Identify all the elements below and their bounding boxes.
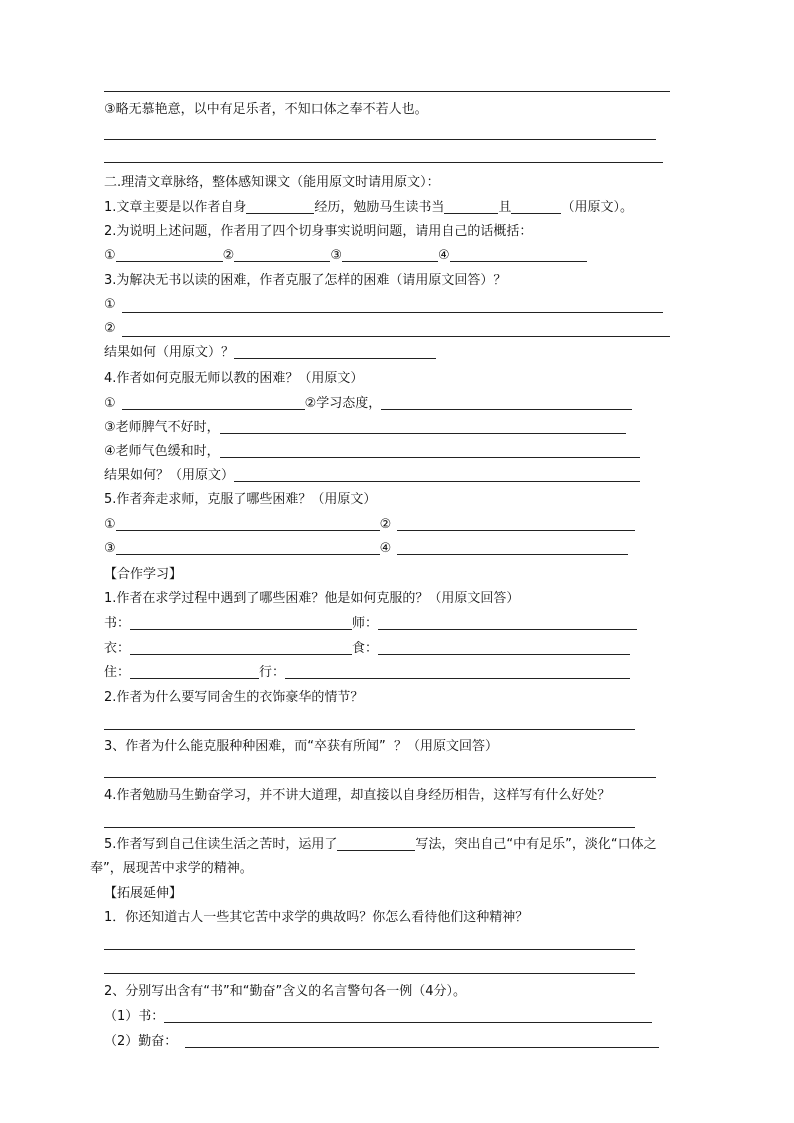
s2-q2-text: 2.为说明上述问题，作者用了四个切身事实说明问题，请用自己的话概括：	[104, 224, 533, 239]
coop-q5	[104, 836, 657, 854]
answer-blank[interactable]	[444, 199, 498, 214]
answer-line[interactable]	[104, 729, 635, 730]
answer-line[interactable]	[104, 91, 670, 92]
s2-q3-result-text: 结果如何（用原文）？	[104, 345, 235, 360]
s2-q5	[104, 491, 376, 509]
coop-q5-part-c: 奉”，展现苦中求学的精神。	[90, 861, 253, 876]
coop-q5-part-b: 写法，突出自己“中有足乐”，淡化“口体之	[415, 837, 657, 852]
marker-2: ②	[222, 248, 235, 263]
s2-q5-text: 5.作者奔走求师，克服了哪些困难？（用原文）	[104, 492, 377, 507]
coop-q4	[104, 787, 610, 805]
s2-q1-part-d: （用原文）。	[561, 200, 633, 215]
s2-q3-result	[104, 344, 436, 362]
answer-blank[interactable]	[381, 395, 632, 410]
s2-q4-result	[104, 467, 640, 485]
label-teacher: 师：	[352, 616, 379, 631]
answer-blank[interactable]	[234, 247, 330, 262]
ext-heading-text: 【拓展延伸】	[104, 886, 183, 901]
marker-1: ①	[104, 517, 116, 532]
ext-q1	[104, 909, 528, 927]
answer-blank[interactable]	[116, 516, 380, 531]
ext-q2	[104, 983, 466, 1001]
coop-heading-text: 【合作学习】	[104, 567, 183, 582]
section-2-heading-text: 二.理清文章脉络，整体感知课文（能用原文时请用原文）：	[104, 175, 440, 190]
answer-blank[interactable]	[164, 1008, 652, 1023]
ext-q1-text: 1．你还知道古人一些其它苦中求学的典故吗？你怎么看待他们这种精神？	[104, 910, 529, 925]
marker-2: ②	[104, 321, 116, 336]
label-walk: 行：	[259, 665, 286, 680]
coop-heading	[104, 566, 182, 584]
answer-line[interactable]	[104, 973, 635, 974]
answer-line[interactable]	[122, 336, 670, 337]
s2-q4-text: 4.作者如何克服无师以教的困难？（用原文）	[104, 371, 364, 386]
answer-line[interactable]	[104, 139, 656, 140]
answer-blank[interactable]	[234, 344, 436, 359]
coop-q4-text: 4.作者勉励马生勤奋学习，并不讲大道理，却直接以自身经历相告，这样写有什么好处？	[104, 788, 611, 803]
answer-blank[interactable]	[285, 664, 630, 679]
coop-q1-row3	[104, 664, 630, 682]
answer-line[interactable]	[104, 162, 663, 163]
s2-q5-row2	[104, 540, 628, 558]
answer-line[interactable]	[122, 312, 663, 313]
label-live: 住：	[104, 665, 131, 680]
label-clothes: 衣：	[104, 641, 131, 656]
s2-q4-mild: ④老师气色缓和时，	[104, 444, 220, 459]
coop-q1	[104, 590, 519, 608]
item-3-text: ③略无慕艳意，以中有足乐者，不知口体之奉不若人也。	[104, 102, 428, 117]
ext-q2-text: 2、分别写出含有“书”和“勤奋”含义的名言警句各一例（4分）。	[104, 984, 466, 999]
answer-blank[interactable]	[397, 540, 628, 555]
ext-q2-diligent	[104, 1033, 659, 1051]
label-book: 书：	[104, 616, 131, 631]
coop-q1-text: 1.作者在求学过程中遇到了哪些困难？他是如何克服的？（用原文回答）	[104, 591, 520, 606]
s2-q3-text: 3.为解决无书以读的困难，作者克服了怎样的困难（请用原文回答）？	[104, 273, 507, 288]
marker-1: ①	[104, 396, 116, 411]
s2-q4-a4	[104, 443, 640, 461]
answer-blank[interactable]	[130, 640, 352, 655]
coop-q5-cont	[90, 860, 253, 878]
answer-blank[interactable]	[450, 247, 587, 262]
s2-q2	[104, 223, 532, 241]
answer-blank[interactable]	[246, 199, 314, 214]
s2-q1	[104, 199, 633, 217]
answer-blank[interactable]	[220, 419, 626, 434]
s2-q3	[104, 272, 506, 290]
s2-q4-attitude: ②学习态度，	[304, 396, 382, 411]
answer-blank[interactable]	[397, 516, 635, 531]
answer-blank[interactable]	[220, 443, 640, 458]
marker-4: ④	[437, 248, 450, 263]
answer-blank[interactable]	[342, 247, 438, 262]
answer-blank[interactable]	[122, 395, 305, 410]
coop-q1-row2	[104, 640, 630, 658]
answer-blank[interactable]	[130, 615, 352, 630]
s2-q4	[104, 370, 363, 388]
coop-q3-text: 3、作者为什么能克服种种困难，而“卒获有所闻” ？（用原文回答）	[104, 739, 499, 754]
marker-3: ③	[330, 248, 342, 263]
s2-q4-result-text: 结果如何？（用原文）	[104, 468, 235, 483]
answer-line[interactable]	[104, 827, 635, 828]
s2-q4-angry: ③老师脾气不好时，	[104, 420, 220, 435]
answer-blank[interactable]	[378, 640, 630, 655]
answer-blank[interactable]	[130, 664, 259, 679]
marker-1: ①	[104, 248, 116, 263]
s2-q2-answers	[104, 247, 587, 265]
coop-q1-row1	[104, 615, 637, 633]
item-3	[104, 101, 428, 119]
coop-q2	[104, 689, 363, 707]
answer-blank[interactable]	[116, 247, 223, 262]
coop-q3	[104, 738, 498, 756]
s2-q1-part-b: 经历，勉励马生读书当	[314, 200, 445, 215]
s2-q1-part-a: 1.文章主要是以作者自身	[104, 200, 247, 215]
s2-q3-a2	[104, 320, 116, 338]
marker-3: ③	[104, 541, 116, 556]
ext-heading	[104, 885, 182, 903]
s2-q1-part-c: 且	[498, 200, 512, 215]
ext-q2-diligent-label: （2）勤奋：	[104, 1034, 178, 1049]
answer-blank[interactable]	[116, 540, 380, 555]
ext-q2-book	[104, 1008, 652, 1026]
answer-blank[interactable]	[337, 836, 415, 851]
answer-line[interactable]	[104, 777, 656, 778]
coop-q5-part-a: 5.作者写到自己住读生活之苦时，运用了	[104, 837, 338, 852]
answer-blank[interactable]	[234, 467, 640, 482]
s2-q4-a3	[104, 419, 626, 437]
s2-q4-a1	[104, 395, 632, 413]
answer-blank[interactable]	[511, 199, 561, 214]
answer-blank[interactable]	[185, 1033, 659, 1048]
marker-1: ①	[104, 297, 116, 312]
label-food: 食：	[352, 641, 379, 656]
marker-4: ④	[379, 541, 392, 556]
section-2-heading	[104, 174, 440, 192]
s2-q3-a1	[104, 296, 116, 314]
s2-q5-row1	[104, 516, 635, 534]
marker-2: ②	[379, 517, 392, 532]
coop-q2-text: 2.作者为什么要写同舍生的衣饰豪华的情节？	[104, 690, 364, 705]
answer-line[interactable]	[104, 949, 635, 950]
ext-q2-book-label: （1）书：	[104, 1009, 165, 1024]
answer-blank[interactable]	[378, 615, 637, 630]
